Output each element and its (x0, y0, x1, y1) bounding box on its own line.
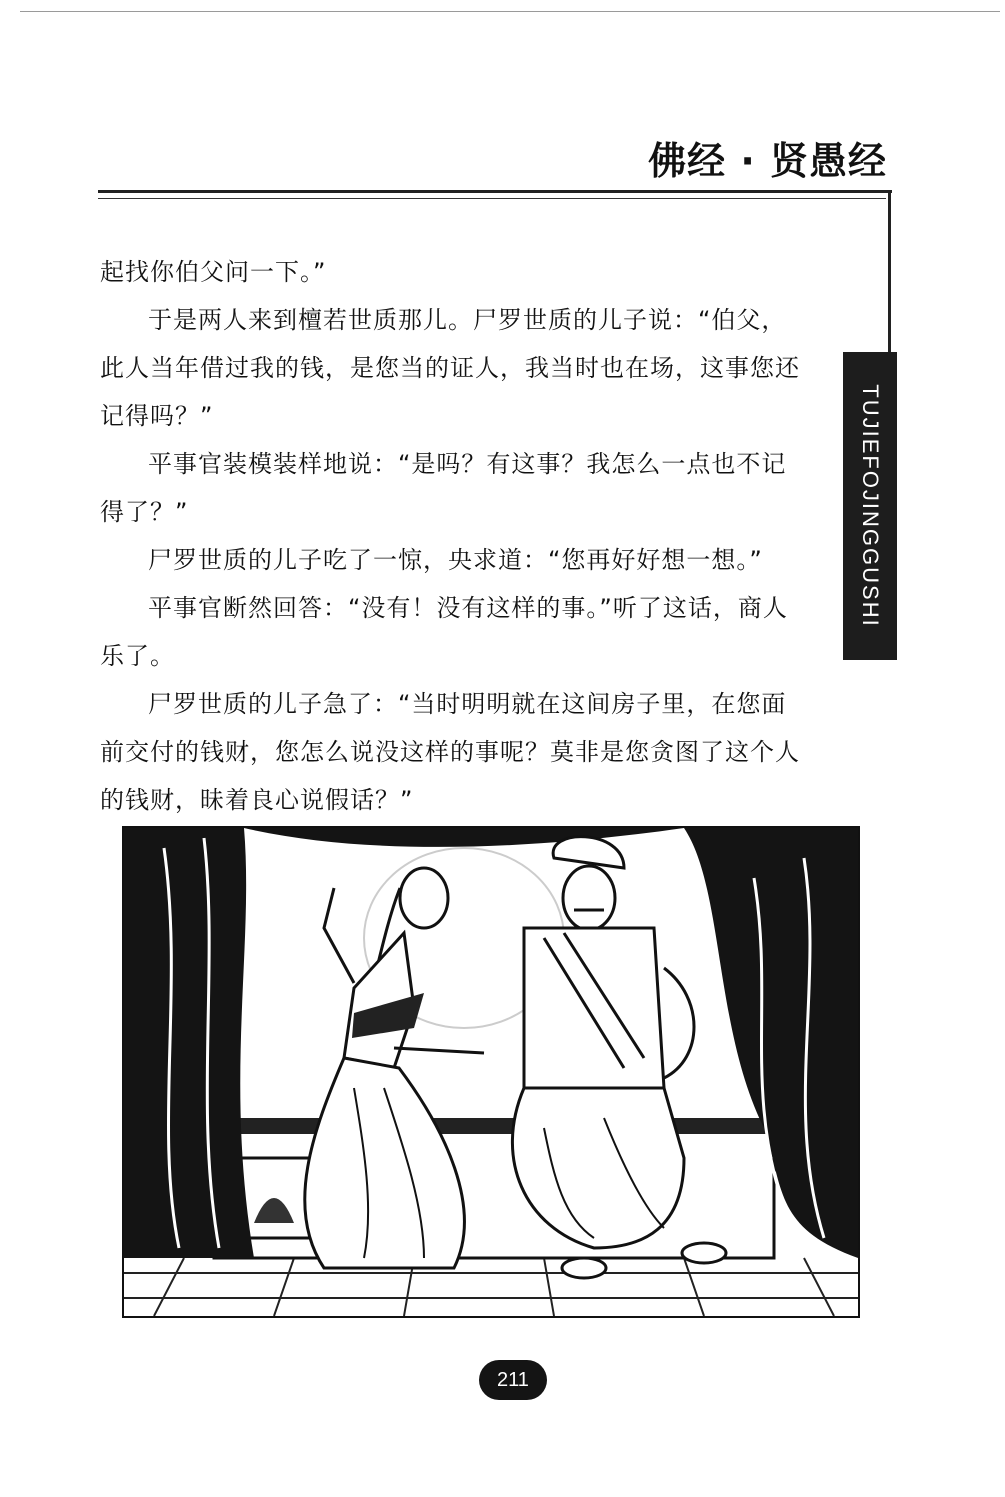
side-tab-label: TUJIEFOJINGGUSHI (858, 384, 883, 628)
story-illustration (122, 826, 860, 1318)
header-rule-thin (98, 198, 886, 199)
paragraph: 平事官断然回答：“没有！没有这样的事。”听了这话，商人乐了。 (100, 594, 788, 670)
paragraph: 于是两人来到檀若世质那儿。尸罗世质的儿子说：“伯父，此人当年借过我的钱，是您当的证人，我当时也在场，这事您还记得吗？” (100, 306, 800, 430)
paragraph: 尸罗世质的儿子急了：“当时明明就在这间房子里，在您面前交付的钱财，您怎么说没这样的事呢？莫非是您贪图了这个人的钱财，昧着良心说假话？” (100, 690, 800, 814)
body-text (100, 248, 805, 824)
header-rule (98, 190, 892, 193)
page-header-title: 佛经 · 贤愚经 (648, 139, 887, 183)
illustration-drawing (124, 828, 858, 1316)
paragraph: 尸罗世质的儿子吃了一惊，央求道：“您再好好想一想。” (148, 546, 763, 574)
paragraph: 起找你伯父问一下。” (100, 258, 327, 286)
paragraph: 平事官装模装样地说：“是吗？有这事？我怎么一点也不记得了？” (100, 450, 787, 526)
top-border-line (20, 11, 1000, 12)
header-side-rule (888, 190, 891, 352)
page-number: 211 (479, 1360, 547, 1400)
side-tab (843, 352, 897, 660)
